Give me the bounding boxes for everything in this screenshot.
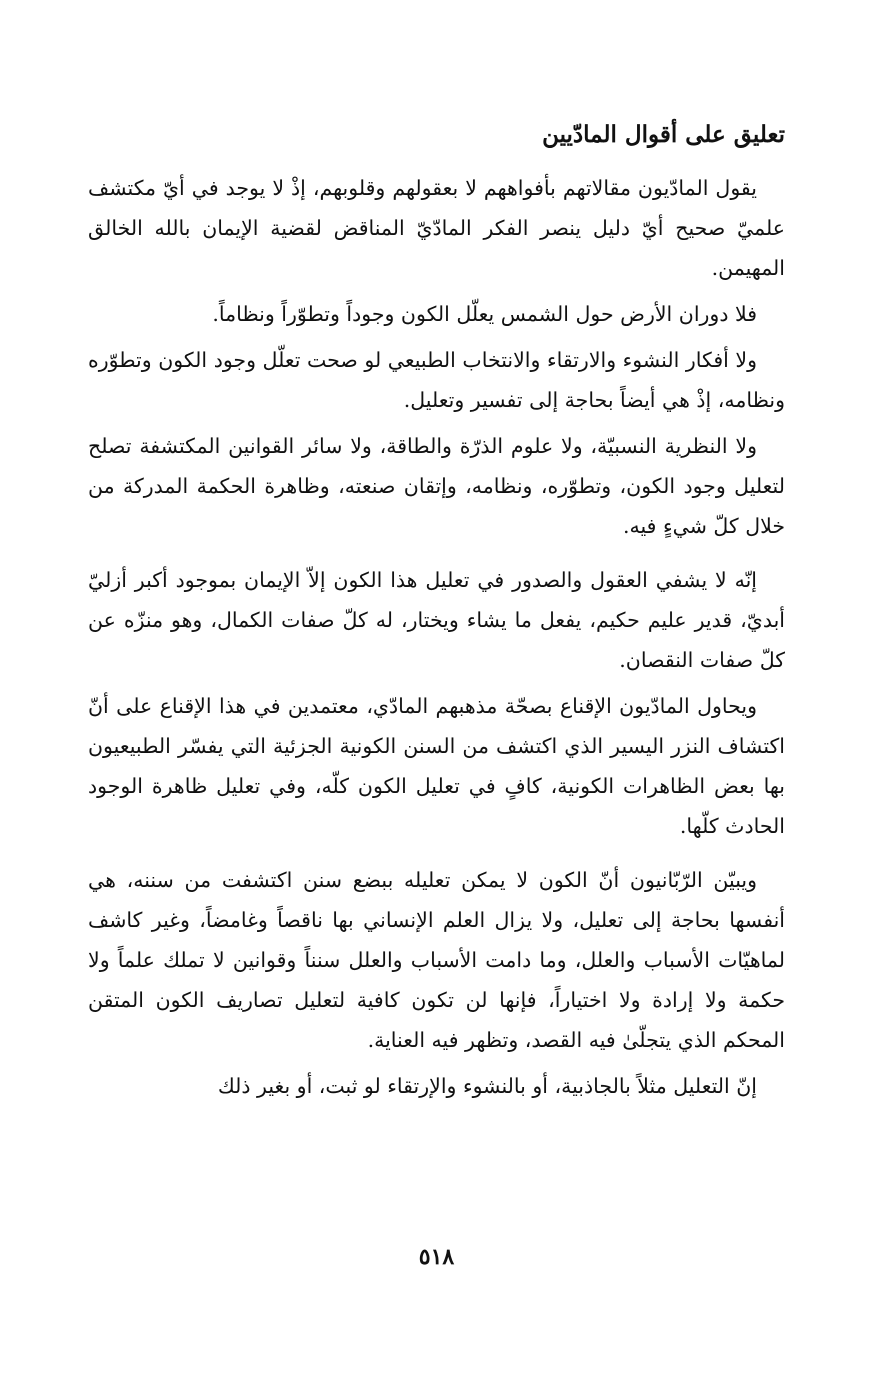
paragraph-1: يقول المادّيون مقالاتهم بأفواههم لا بعقولهم وقلوبهم، إذْ لا يوجد في أيّ مكتشف علميّ صحيح أيّ دليل ينصر الفكر المادّيّ المناقض لقضية الإيمان بالله الخالق المهيمن. <box>88 176 785 280</box>
page-body <box>88 110 785 1106</box>
page-number: ٥١٨ <box>418 1244 455 1270</box>
paragraph-3: ولا أفكار النشوء والارتقاء والانتخاب الطبيعي لو صحت تعلّل وجود الكون وتطوّره ونظامه، إذْ هي أيضاً بحاجة إلى تفسير وتعليل. <box>88 348 785 412</box>
paragraph-7: ويبيّن الرّبّانيون أنّ الكون لا يمكن تعليله ببضع سنن اكتشفت من سننه، هي أنفسها بحاجة إلى تعليل، ولا يزال العلم الإنساني بها ناقصاً وغامضاً، وغير كاشف لماهيّات الأسباب والعلل، وما دامت الأسباب والعلل سنناً وقوانين لا تملك علماً ولا حكمة ولا إرادة ولا اختياراً، فإنها لن تكون كافية لتعليل تصاريف الكون المتقن المحكم الذي يتجلّىٰ فيه القصد، وتظهر فيه العناية. <box>88 868 785 1052</box>
section-heading: تعليق على أقوال المادّيين <box>542 121 785 148</box>
paragraph-6: ويحاول المادّيون الإقناع بصحّة مذهبهم المادّي، معتمدين في هذا الإقناع على أنّ اكتشاف النزر اليسير الذي اكتشف من السنن الكونية الجزئية التي يفسّر الطبيعيون بها بعض الظاهرات الكونية، كافٍ في تعليل الكون كلّه، وفي تعليل ظاهرة الوجود الحادث كلّها. <box>88 694 785 838</box>
paragraph-8: إنّ التعليل مثلاً بالجاذبية، أو بالنشوء والإرتقاء لو ثبت، أو بغير ذلك <box>217 1074 757 1098</box>
paragraph-4: ولا النظرية النسبيّة، ولا علوم الذرّة والطاقة، ولا سائر القوانين المكتشفة تصلح لتعليل وجود الكون، وتطوّره، ونظامه، وإتقان صنعته، وظاهرة الحكمة المدركة من خلال كلّ شيءٍ فيه. <box>88 434 785 538</box>
paragraph-2: فلا دوران الأرض حول الشمس يعلّل الكون وجوداً وتطوّراً ونظاماً. <box>212 302 757 326</box>
paragraph-5: إنّه لا يشفي العقول والصدور في تعليل هذا الكون إلاّ الإيمان بموجود أكبر أزليّ أبديّ، قدير عليم حكيم، يفعل ما يشاء ويختار، له كلّ صفات الكمال، وهو منزّه عن كلّ صفات النقصان. <box>88 568 785 672</box>
